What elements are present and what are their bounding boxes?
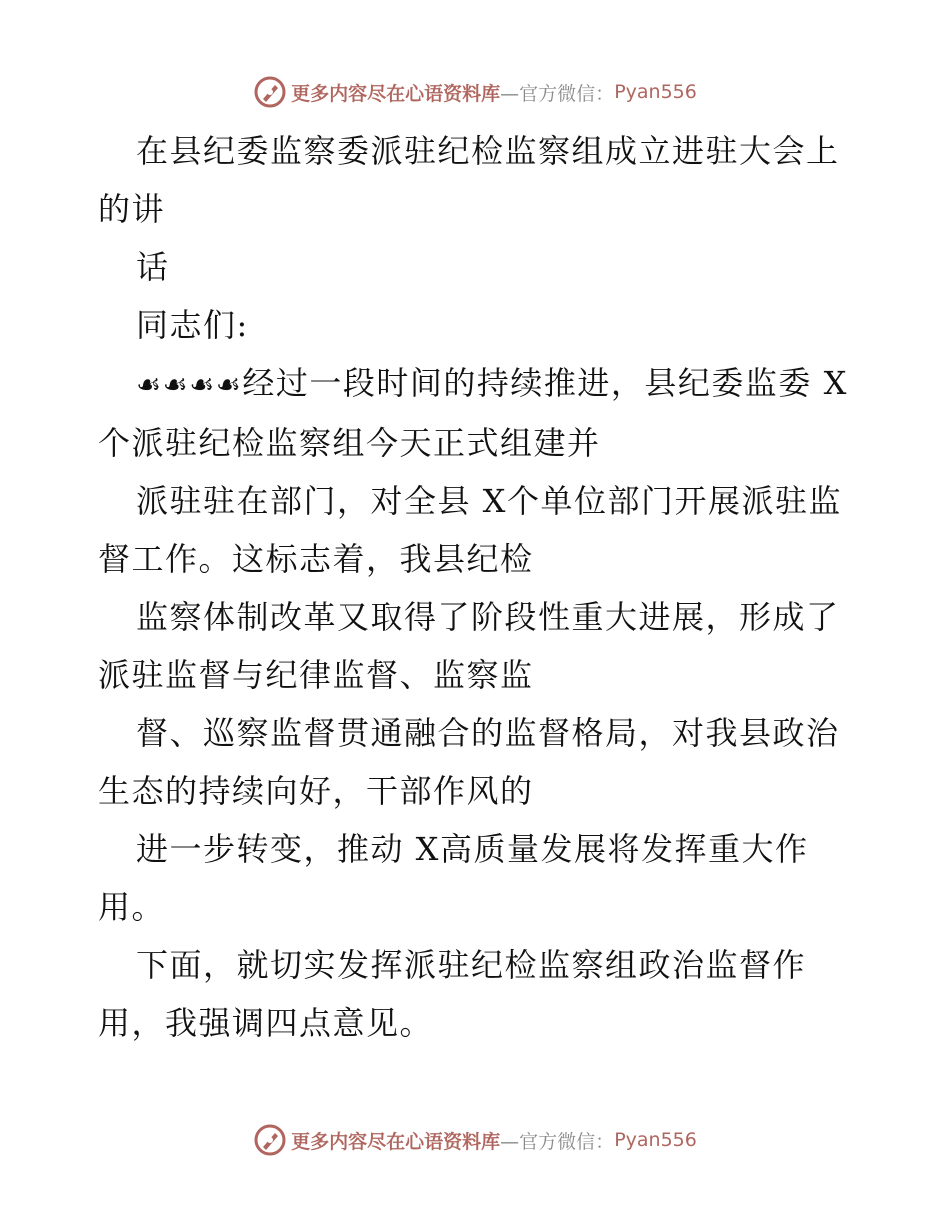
- watermark-sub-text: —官方微信：: [500, 82, 615, 105]
- paragraph-1d: 督、巡察监督贯通融合的监督格局，对我县政治生态的持续向好，干部作风的: [98, 714, 840, 810]
- document-title-line-2: 话: [136, 248, 170, 286]
- watermark-footer: [0, 1120, 950, 1160]
- watermark-header: [0, 72, 950, 112]
- pen-logo-icon: [253, 75, 287, 109]
- pen-logo-icon: [253, 1123, 287, 1157]
- paragraph-1b: 派驻驻在部门，对全县 X个单位部门开展派驻监督工作。这标志着，我县纪检: [98, 482, 842, 578]
- watermark-wechat-id: Pyan556: [614, 1129, 697, 1151]
- ornament-icon: ☙☙☙☙: [136, 368, 243, 401]
- document-title-line: 在县纪委监察委派驻纪检监察组成立进驻大会上的讲: [98, 132, 840, 228]
- paragraph-1e: 进一步转变，推动 X高质量发展将发挥重大作用。: [98, 830, 809, 926]
- paragraph-1a-text: 经过一段时间的持续推进，县纪委监委 X个派驻纪检监察组今天正式组建并: [98, 364, 848, 462]
- paragraph-2: 下面，就切实发挥派驻纪检监察组政治监督作用，我强调四点意见。: [98, 946, 807, 1042]
- watermark-main-text: 更多内容尽在心语资料库: [291, 82, 501, 105]
- document-body: [98, 122, 858, 1052]
- paragraph-1c: 监察体制改革又取得了阶段性重大进展，形成了派驻监督与纪律监督、监察监: [98, 598, 840, 694]
- watermark-wechat-id: Pyan556: [614, 81, 697, 103]
- paragraph-1a: [98, 354, 858, 472]
- watermark-sub-text: —官方微信：: [500, 1130, 615, 1153]
- watermark-main-text: 更多内容尽在心语资料库: [291, 1130, 501, 1153]
- greeting: 同志们:: [136, 306, 249, 344]
